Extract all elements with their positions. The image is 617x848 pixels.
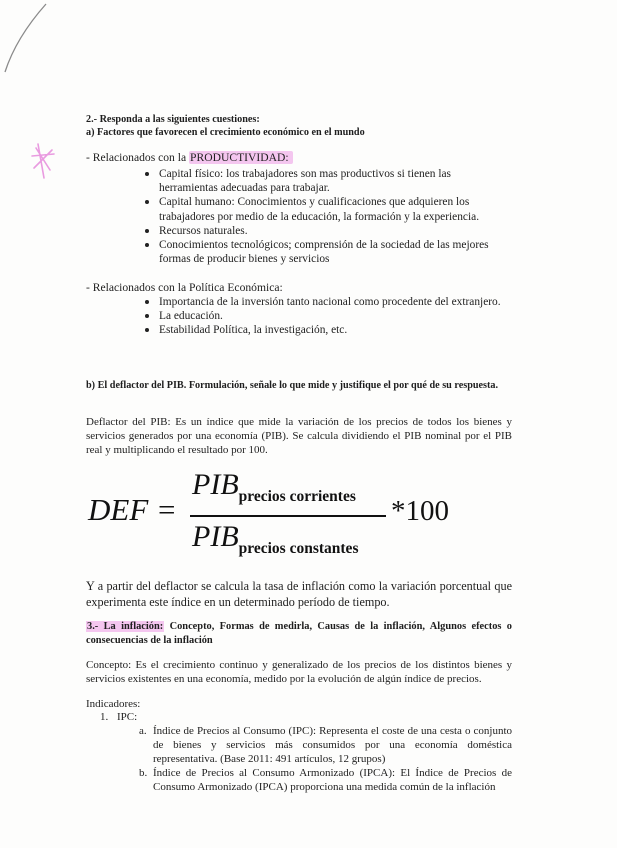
question-2-title: 2.- Responda a las siguientes cuestiones: [86,114,260,125]
list-item: Capital físico: los trabajadores son mas productivos si tienen las herramientas adecuadas para trabajar. [143,167,512,195]
productividad-prefix: - Relacionados con la [86,151,190,164]
list-item: Conocimientos tecnológicos; comprensión de la sociedad de las mejores formas de producir bienes y servicios [143,238,512,266]
formula-multiplier: *100 [391,495,449,527]
question-3-title [86,620,512,648]
productividad-list [143,167,512,266]
list-item: La educación. [143,309,512,323]
formula-denominator: $PIB_{precios constantes}$ [192,520,359,557]
formula-numerator: $PIB_{precios corrientes}$ [192,468,356,505]
formula-denominator-subscript: precios constantes [238,540,359,557]
concepto-paragraph: Concepto: Es el crecimiento continuo y generalizado de los precios de los distintos bienes y servicios existentes en una economía, medido por la evolución de algún índice de precios. [86,659,512,685]
formula-lhs: DEF = [88,492,177,527]
indicador-sub-b-label: b. [139,767,148,779]
indicadores-heading: Indicadores: [86,698,141,710]
formula-numerator-subscript: precios corrientes [238,488,356,505]
indicador-sub-b: Índice de Precios al Consumo Armonizado (IPCA): El Índice de Precios de Consumo Armonizado (IPCA) proporciona una medida común de la inflación [153,767,512,793]
productividad-heading [86,150,293,165]
indicador-sub-a: Índice de Precios al Consumo (IPC): Representa el coste de una cesta o conjunto de bienes y servicios más consumidos por una economía doméstica representativa. (Base 2011: 491 artículos, 12 grupos) [153,725,512,765]
list-item: Capital humano: Conocimientos y cualificaciones que adquieren los trabajadores por medio de la educación, la formación y la experiencia. [143,195,512,223]
question-3-rest: Concepto, Formas de medirla, Causas de la inflación, Algunos efectos o consecuencias de la inflación [86,621,513,646]
indicador-sub-a-label: a. [139,725,147,737]
question-2b-title: b) El deflactor del PIB. Formulación, señale lo que mide y justifique el por qué de su respuesta. [86,380,499,391]
list-item: Importancia de la inversión tanto nacional como procedente del extranjero. [143,295,512,309]
politica-heading: - Relacionados con la Política Económica: [86,281,283,294]
pink-star-mark [28,140,60,182]
list-item: Recursos naturales. [143,224,512,238]
productividad-highlight: PRODUCTIVIDAD: [189,151,293,164]
fraction-bar [190,515,386,517]
politica-list [143,295,512,338]
indicador-1-number: 1. [100,711,109,723]
pencil-stroke-mark [0,0,60,90]
indicador-1-label: IPC: [117,711,138,723]
list-item: Estabilidad Política, la investigación, etc. [143,323,512,337]
question-2a-title: a) Factores que favorecen el crecimiento económico en el mundo [86,127,365,138]
inflacion-paragraph: Y a partir del deflactor se calcula la tasa de inflación como la variación porcentual que experimenta este índice en un determinado período de tiempo. [86,579,512,609]
question-3-highlight: 3.- La inflación: [87,621,164,632]
deflactor-paragraph: Deflactor del PIB: Es un índice que mide la variación de los precios de todos los bienes y servicios generados por una economía (PIB). Se calcula dividiendo el PIB nominal por el PIB real y multiplicando el resultado por 100. [86,416,512,456]
